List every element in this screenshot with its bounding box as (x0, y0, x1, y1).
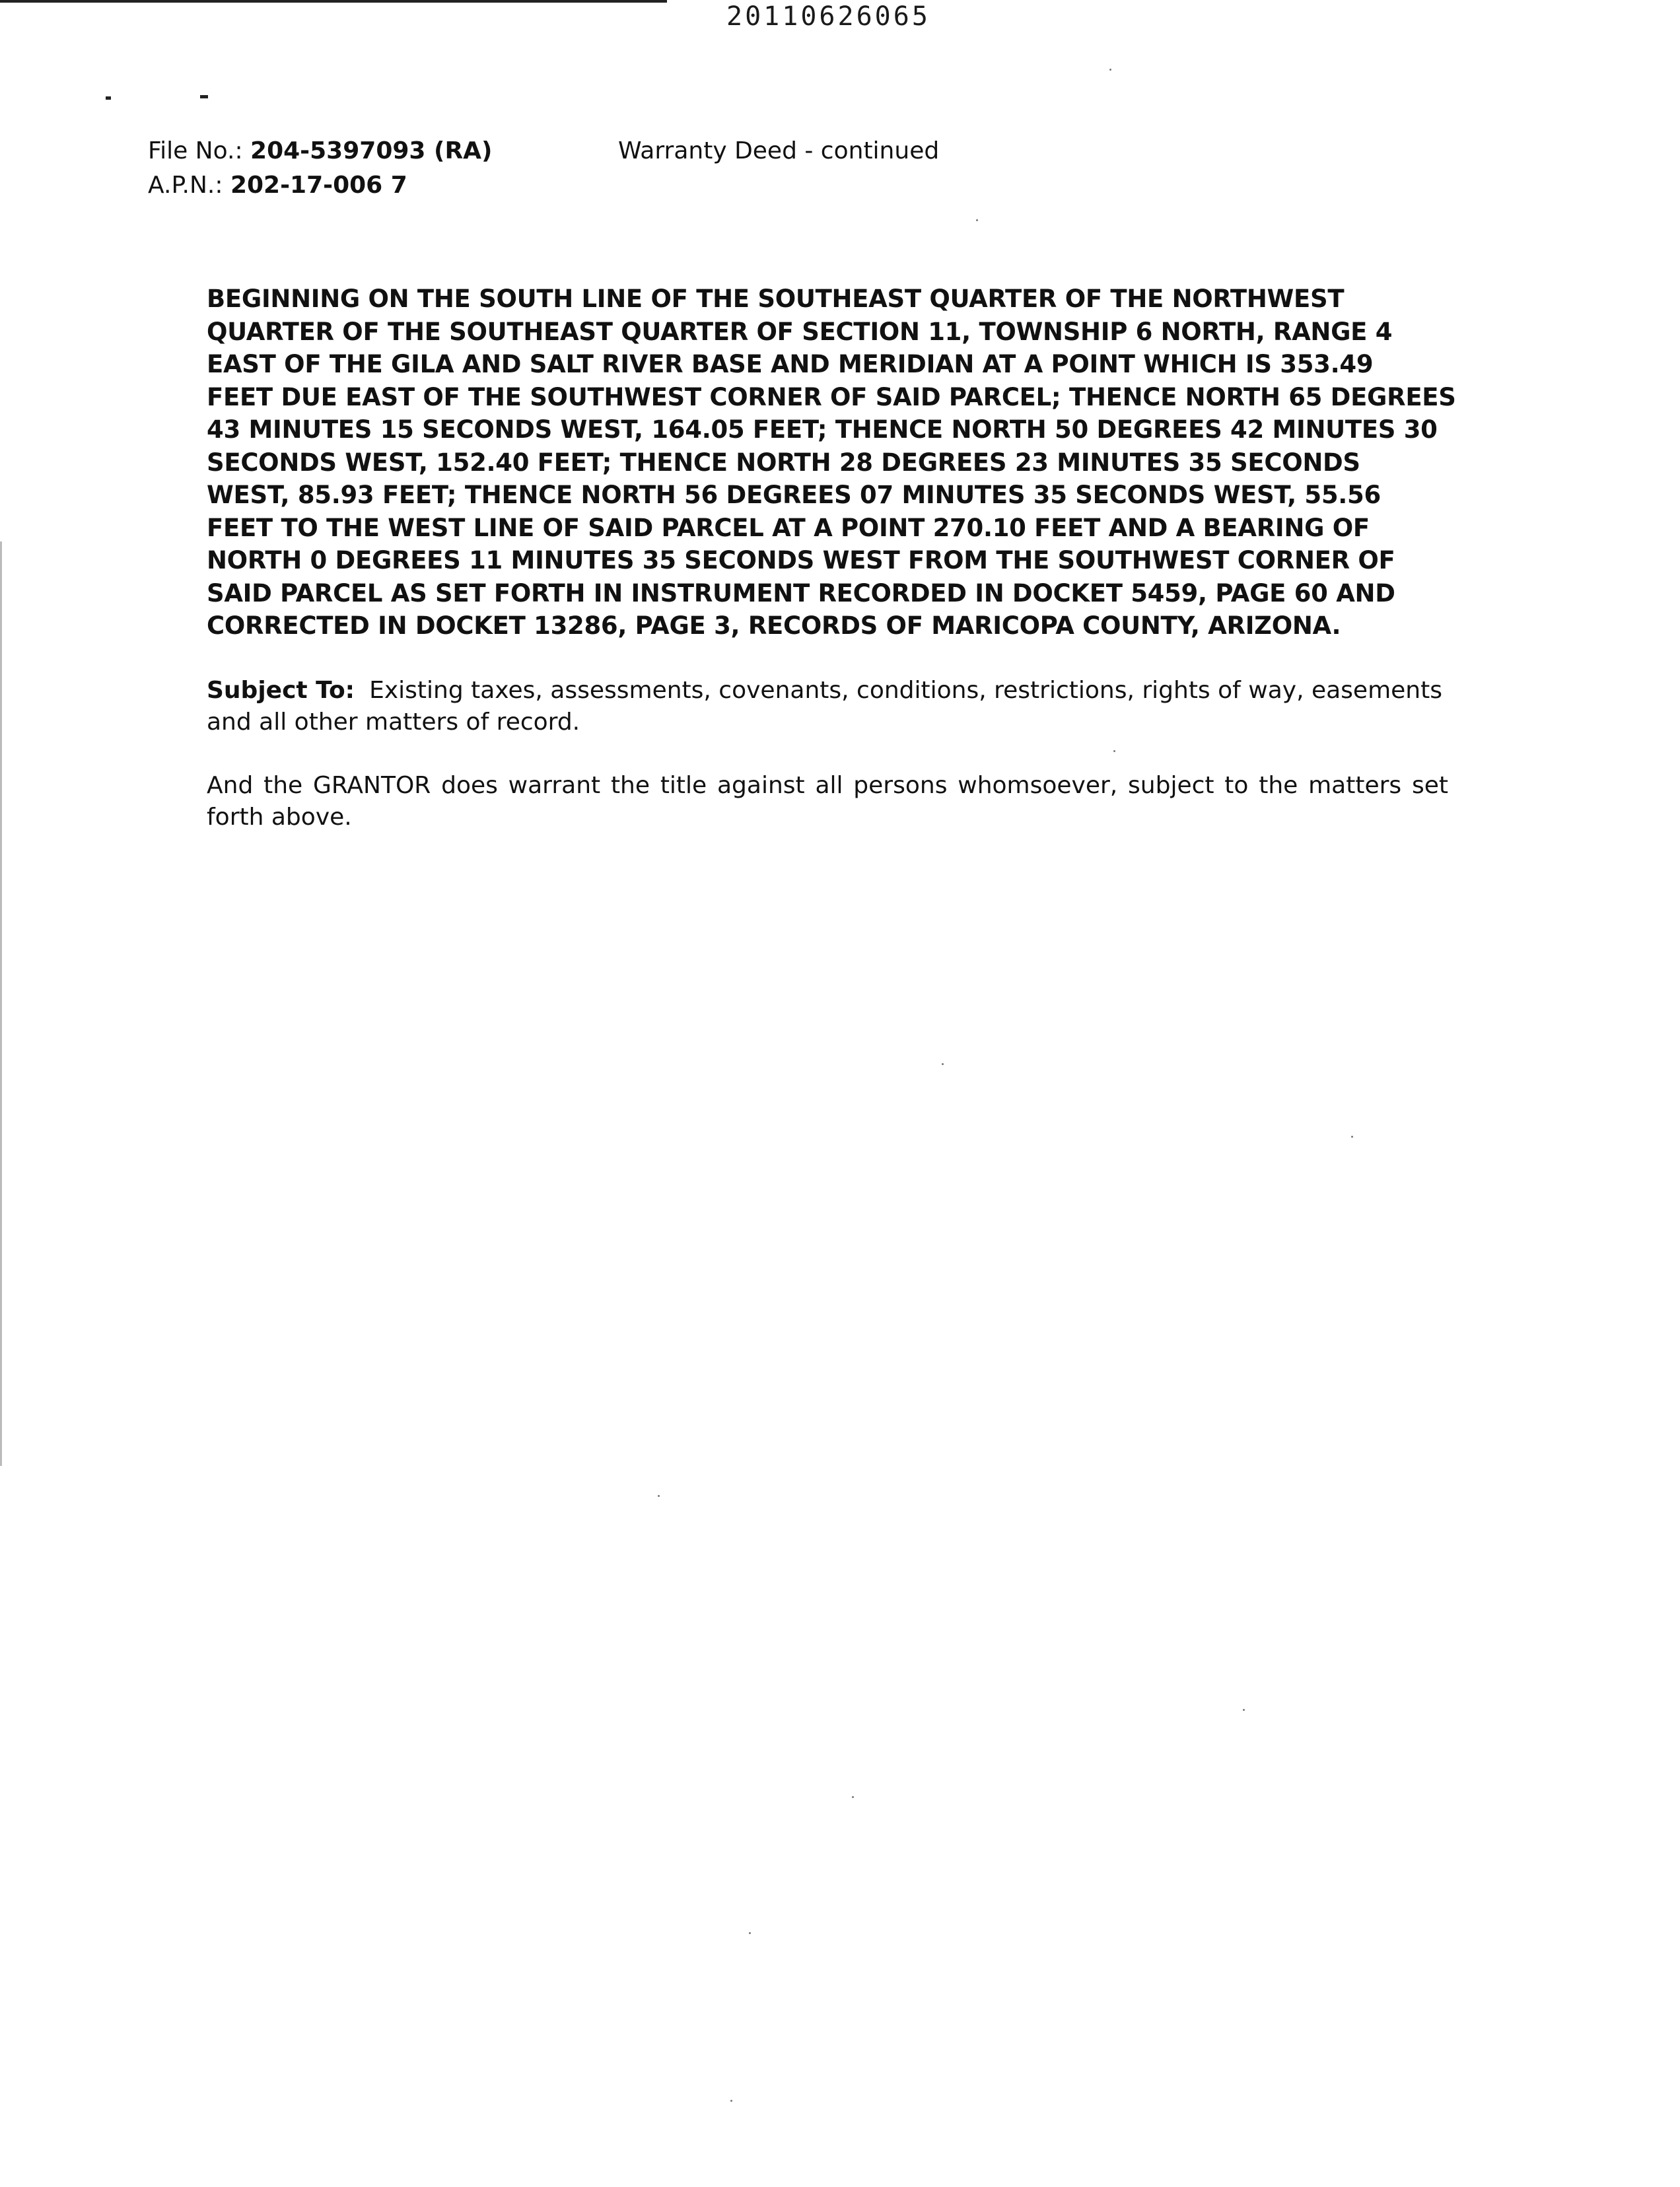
file-number-label: File No.: (148, 137, 243, 164)
recording-number: 20110626065 (726, 1, 930, 32)
grantor-warranty-clause: And the GRANTOR does warrant the title against all persons whomsoever, subject to the matters set forth above. (207, 772, 1448, 831)
legal-description-line: BEGINNING ON THE SOUTH LINE OF THE SOUTHEAST QUARTER OF THE NORTHWEST (207, 285, 1345, 313)
scan-speck (942, 1063, 944, 1065)
file-info-block (148, 134, 492, 203)
scan-speck (1243, 1709, 1245, 1711)
apn-label: A.P.N.: (148, 172, 223, 199)
legal-description-line: NORTH 0 DEGREES 11 MINUTES 35 SECONDS WEST FROM THE SOUTHWEST CORNER OF (207, 546, 1395, 574)
legal-description-line: FEET TO THE WEST LINE OF SAID PARCEL AT A POINT 270.10 FEET AND A BEARING OF (207, 513, 1370, 542)
legal-description-line: QUARTER OF THE SOUTHEAST QUARTER OF SECTION 11, TOWNSHIP 6 NORTH, RANGE 4 (207, 317, 1393, 346)
legal-description-line: CORRECTED IN DOCKET 13286, PAGE 3, RECORDS OF MARICOPA COUNTY, ARIZONA. (207, 611, 1341, 640)
scan-mark (200, 95, 208, 98)
document-title: Warranty Deed - continued (618, 137, 940, 164)
scan-speck (749, 1932, 751, 1934)
legal-description-line: FEET DUE EAST OF THE SOUTHWEST CORNER OF SAID PARCEL; THENCE NORTH 65 DEGREES (207, 382, 1456, 411)
scan-speck (1109, 69, 1111, 71)
scan-speck (1113, 750, 1115, 752)
scan-speck (658, 1495, 660, 1497)
subject-to-label: Subject To: (207, 677, 355, 704)
scan-mark (106, 96, 111, 100)
top-border-rule (0, 0, 667, 3)
legal-description-line: SECONDS WEST, 152.40 FEET; THENCE NORTH 28 DEGREES 23 MINUTES 35 SECONDS (207, 448, 1360, 477)
legal-description (207, 283, 1481, 642)
apn-line (148, 168, 492, 203)
scan-speck (1351, 1136, 1353, 1138)
scan-edge (0, 541, 2, 1466)
apn-value: 202-17-006 7 (230, 172, 407, 199)
legal-description-line: EAST OF THE GILA AND SALT RIVER BASE AND MERIDIAN AT A POINT WHICH IS 353.49 (207, 350, 1374, 378)
subject-to-paragraph (207, 675, 1448, 738)
scan-speck (852, 1796, 854, 1798)
file-number-value: 204-5397093 (RA) (250, 137, 493, 164)
scan-speck (976, 219, 978, 221)
file-number-line (148, 134, 492, 168)
scan-speck (730, 2100, 732, 2102)
legal-description-line: 43 MINUTES 15 SECONDS WEST, 164.05 FEET; THENCE NORTH 50 DEGREES 42 MINUTES 30 (207, 415, 1438, 444)
legal-description-line: SAID PARCEL AS SET FORTH IN INSTRUMENT RECORDED IN DOCKET 5459, PAGE 60 AND (207, 578, 1395, 608)
legal-description-line: WEST, 85.93 FEET; THENCE NORTH 56 DEGREES 07 MINUTES 35 SECONDS WEST, 55.56 (207, 481, 1381, 509)
subject-to-text: Existing taxes, assessments, covenants, conditions, restrictions, rights of way, easements and all other matters of record. (207, 677, 1442, 736)
